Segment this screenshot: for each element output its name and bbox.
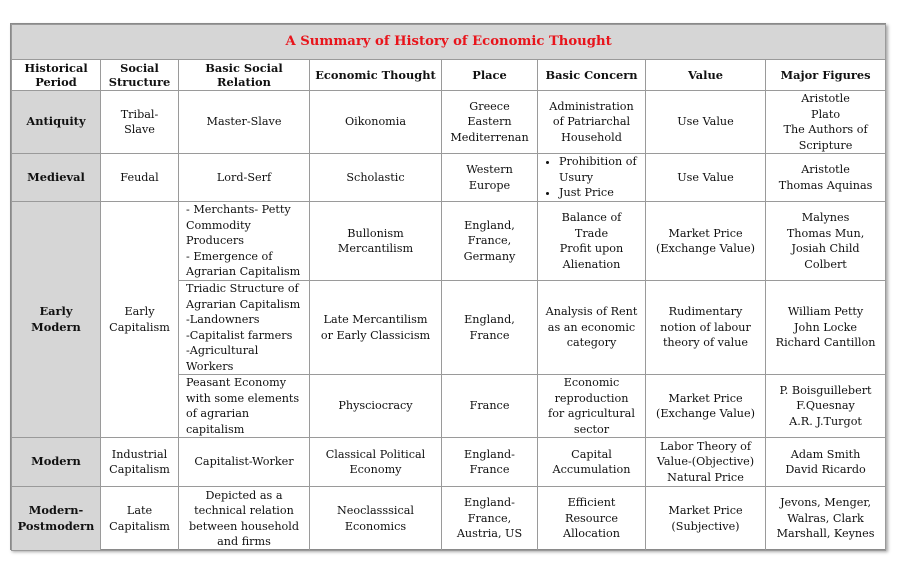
value-cell: Labor Theory of Value-(Objective) Natural Price [646, 438, 766, 487]
period-cell: Early Modern [12, 202, 101, 438]
header-place: Place [442, 60, 538, 91]
figures-cell: Aristotle Thomas Aquinas [766, 154, 886, 202]
place-cell: England, France, Germany [442, 202, 538, 281]
header-basic-social-relation: Basic Social Relation [179, 60, 310, 91]
header-value: Value [646, 60, 766, 91]
period-cell: Medieval [12, 154, 101, 202]
concern-cell: Efficient Resource Allocation [538, 487, 646, 551]
table-row-early-modern-1 [12, 202, 886, 281]
place-cell: England, France [442, 281, 538, 375]
thought-cell: Late Mercantilism or Early Classicism [310, 281, 442, 375]
period-cell: Antiquity [12, 91, 101, 154]
header-major-figures: Major Figures [766, 60, 886, 91]
place-cell: England- France, Austria, US [442, 487, 538, 551]
value-cell: Market Price (Exchange Value) [646, 375, 766, 438]
figures-cell: William Petty John Locke Richard Cantillon [766, 281, 886, 375]
header-social-structure: Social Structure [101, 60, 179, 91]
place-cell: Western Europe [442, 154, 538, 202]
thought-cell: Physciocracy [310, 375, 442, 438]
place-cell: England- France [442, 438, 538, 487]
structure-cell: Industrial Capitalism [101, 438, 179, 487]
structure-cell: Tribal- Slave [101, 91, 179, 154]
thought-cell: Scholastic [310, 154, 442, 202]
figures-cell: Malynes Thomas Mun, Josiah Child Colbert [766, 202, 886, 281]
thought-cell: Bullonism Mercantilism [310, 202, 442, 281]
concern-cell: Administration of Patriarchal Household [538, 91, 646, 154]
relation-cell: Triadic Structure of Agrarian Capitalism -Landowners -Capitalist farmers -Agricultural Workers [179, 281, 310, 375]
value-cell: Market Price (Exchange Value) [646, 202, 766, 281]
figures-cell: P. Boisguillebert F.Quesnay A.R. J.Turgot [766, 375, 886, 438]
summary-table-frame [10, 23, 886, 550]
table-row-modern-postmodern [12, 487, 886, 551]
structure-cell: Feudal [101, 154, 179, 202]
value-cell: Use Value [646, 154, 766, 202]
relation-cell: Capitalist-Worker [179, 438, 310, 487]
period-cell: Modern- Postmodern [12, 487, 101, 551]
table-title: A Summary of History of Economic Thought [12, 25, 886, 60]
relation-cell: Peasant Economy with some elements of agrarian capitalism [179, 375, 310, 438]
relation-cell: Lord-Serf [179, 154, 310, 202]
value-cell: Use Value [646, 91, 766, 154]
figures-cell: Aristotle Plato The Authors of Scripture [766, 91, 886, 154]
header-basic-concern: Basic Concern [538, 60, 646, 91]
table-row-medieval [12, 154, 886, 202]
structure-cell: Late Capitalism [101, 487, 179, 551]
relation-cell: Depicted as a technical relation between household and firms [179, 487, 310, 551]
period-cell: Modern [12, 438, 101, 487]
header-row [12, 60, 886, 91]
concern-cell: Capital Accumulation [538, 438, 646, 487]
economic-thought-table [11, 24, 886, 551]
concern-cell: Balance of Trade Profit upon Alienation [538, 202, 646, 281]
thought-cell: Neoclasssical Economics [310, 487, 442, 551]
header-economic-thought: Economic Thought [310, 60, 442, 91]
value-cell: Rudimentary notion of labour theory of value [646, 281, 766, 375]
place-cell: Greece Eastern Mediterrenan [442, 91, 538, 154]
thought-cell: Oikonomia [310, 91, 442, 154]
list-item: • Just Price [559, 185, 642, 201]
relation-cell: Master-Slave [179, 91, 310, 154]
structure-cell: Early Capitalism [101, 202, 179, 438]
concern-cell [538, 154, 646, 202]
figures-cell: Jevons, Menger, Walras, Clark Marshall, Keynes [766, 487, 886, 551]
thought-cell: Classical Political Economy [310, 438, 442, 487]
place-cell: France [442, 375, 538, 438]
list-item: • Prohibition of Usury [559, 154, 642, 185]
header-period: Historical Period [12, 60, 101, 91]
concern-cell: Economic reproduction for agricultural sector [538, 375, 646, 438]
figures-cell: Adam Smith David Ricardo [766, 438, 886, 487]
value-cell: Market Price (Subjective) [646, 487, 766, 551]
concern-cell: Analysis of Rent as an economic category [538, 281, 646, 375]
table-row-antiquity [12, 91, 886, 154]
table-row-modern [12, 438, 886, 487]
relation-cell: - Merchants- Petty Commodity Producers - Emergence of Agrarian Capitalism [179, 202, 310, 281]
